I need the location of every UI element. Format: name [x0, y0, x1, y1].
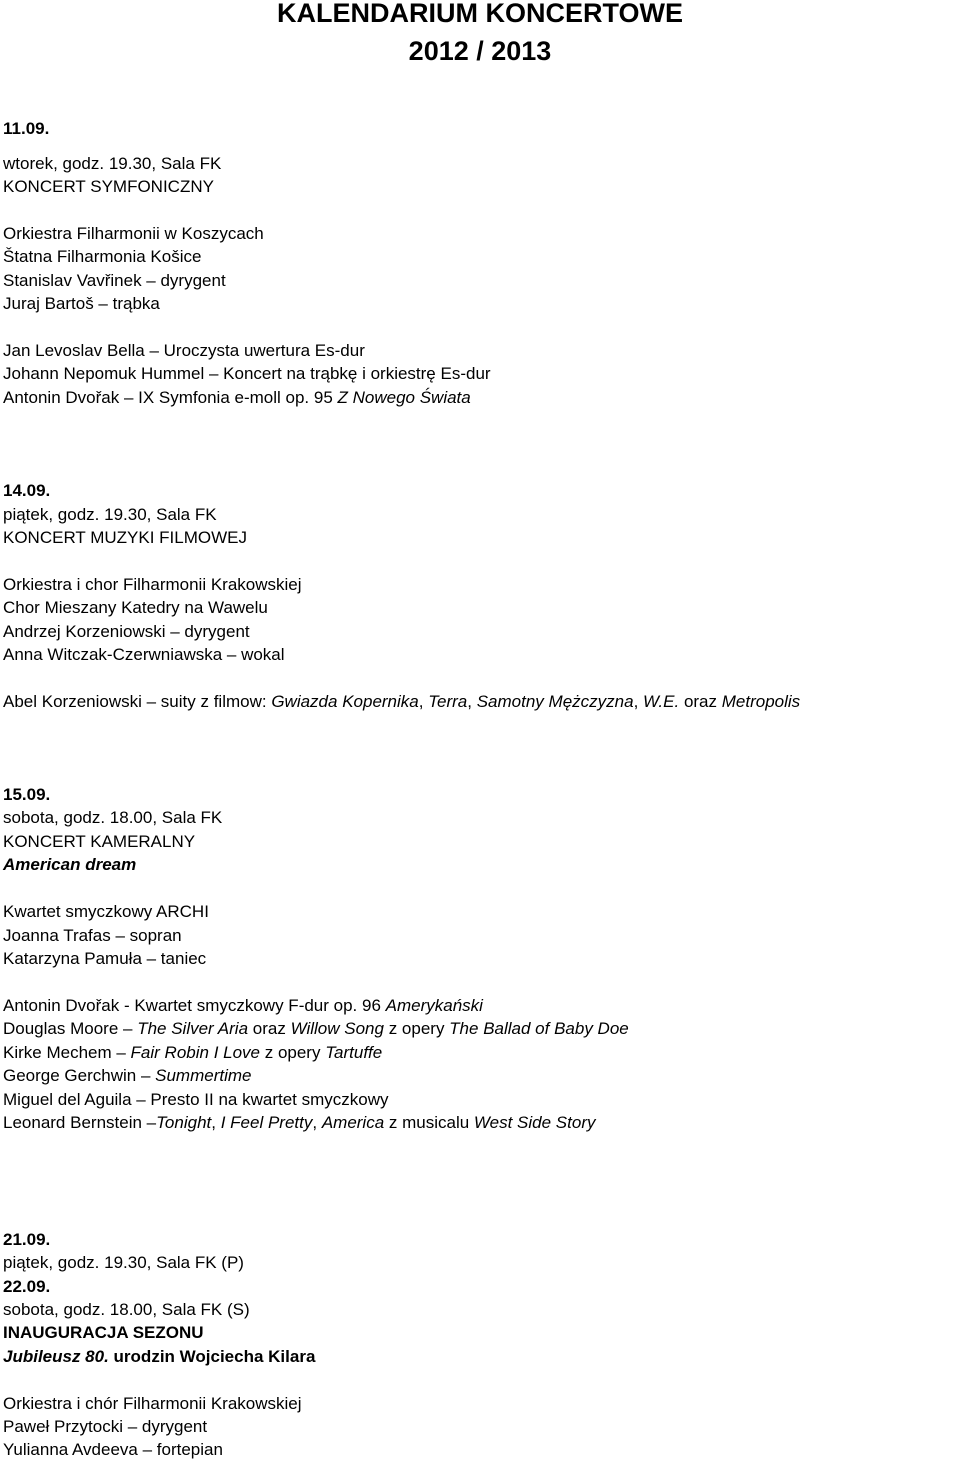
event-type: KONCERT KAMERALNY — [3, 832, 196, 851]
event-time: wtorek, godz. 19.30, Sala FK — [3, 154, 222, 173]
program-line: Antonin Dvořak - Kwartet smyczkowy F-dur op. 96 Amerykański — [3, 996, 483, 1015]
program-line: George Gerchwin – Summertime — [3, 1066, 252, 1085]
program-line: Douglas Moore – The Silver Aria oraz Willow Song z opery The Ballad of Baby Doe — [3, 1019, 629, 1038]
event-date: 15.09. — [3, 785, 51, 804]
performer-line: Orkiestra i chor Filharmonii Krakowskiej — [3, 575, 302, 594]
performer-line: Juraj Bartoš – trąbka — [3, 294, 160, 313]
performer-line: Chor Mieszany Katedry na Wawelu — [3, 598, 268, 617]
performer-line: Štatna Filharmonia Košice — [3, 247, 202, 266]
performer-line: Joanna Trafas – sopran — [3, 926, 182, 945]
event-date: 14.09. — [3, 481, 51, 500]
event-time: piątek, godz. 19.30, Sala FK (P) — [3, 1253, 244, 1272]
performer-line: Anna Witczak-Czerwniawska – wokal — [3, 645, 285, 664]
performer-line: Stanislav Vavřinek – dyrygent — [3, 271, 226, 290]
event-type: KONCERT MUZYKI FILMOWEJ — [3, 528, 248, 547]
event-type: INAUGURACJA SEZONU — [3, 1323, 204, 1342]
event-date: 11.09. — [3, 119, 50, 138]
event-date: 22.09. — [3, 1277, 51, 1296]
event-time: sobota, godz. 18.00, Sala FK (S) — [3, 1300, 250, 1319]
program-line: Antonin Dvořak – IX Symfonia e-moll op. 95 Z Nowego Świata — [3, 388, 471, 407]
event-subtitle: American dream — [3, 855, 137, 874]
program-line: Miguel del Aguila – Presto II na kwartet smyczkowy — [3, 1090, 389, 1109]
performer-line: Kwartet smyczkowy ARCHI — [3, 902, 209, 921]
season-title: 2012 / 2013 — [408, 36, 552, 66]
performer-line: Yulianna Avdeeva – fortepian — [3, 1440, 223, 1459]
performer-line: Paweł Przytocki – dyrygent — [3, 1417, 208, 1436]
event-time: sobota, godz. 18.00, Sala FK — [3, 808, 223, 827]
event-time: piątek, godz. 19.30, Sala FK — [3, 505, 217, 524]
program-line: Leonard Bernstein –Tonight, I Feel Pretty, America z musicalu West Side Story — [3, 1113, 596, 1132]
program-line: Kirke Mechem – Fair Robin I Love z opery Tartuffe — [3, 1043, 383, 1062]
performer-line: Orkiestra Filharmonii w Koszycach — [3, 224, 264, 243]
program-line: Johann Nepomuk Hummel – Koncert na trąbkę i orkiestrę Es-dur — [3, 364, 491, 383]
event-type: KONCERT SYMFONICZNY — [3, 177, 214, 196]
event-date: 21.09. — [3, 1230, 51, 1249]
program-line: Jan Levoslav Bella – Uroczysta uwertura Es-dur — [3, 341, 365, 360]
page-title: KALENDARIUM KONCERTOWE — [277, 0, 683, 28]
performer-line: Katarzyna Pamuła – taniec — [3, 949, 207, 968]
program-line: Abel Korzeniowski – suity z filmow: Gwiazda Kopernika, Terra, Samotny Mężczyzna, W.E. oraz Metropolis — [3, 692, 801, 711]
performer-line: Andrzej Korzeniowski – dyrygent — [3, 622, 250, 641]
performer-line: Orkiestra i chór Filharmonii Krakowskiej — [3, 1394, 302, 1413]
event-subtitle: Jubileusz 80. urodzin Wojciecha Kilara — [3, 1347, 316, 1366]
